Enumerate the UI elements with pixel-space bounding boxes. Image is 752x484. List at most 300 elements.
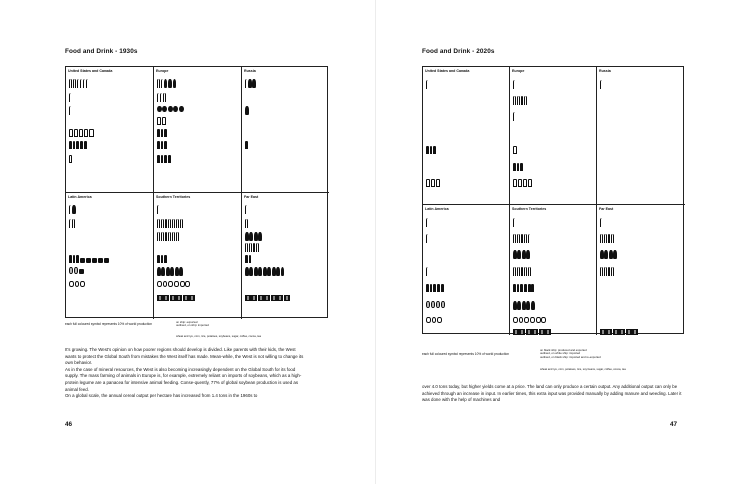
pictogram-row bbox=[157, 267, 183, 276]
milk-icon bbox=[79, 129, 83, 137]
maize-icon bbox=[245, 232, 249, 241]
pictogram-row bbox=[157, 281, 190, 287]
wheat-icon bbox=[524, 267, 527, 276]
region-label: Southern Territories bbox=[512, 207, 547, 211]
coffee-sack-icon bbox=[157, 295, 163, 301]
coffee-sack-icon bbox=[600, 329, 606, 335]
wheat-icon bbox=[168, 232, 171, 241]
sugar-bottle-icon bbox=[164, 255, 167, 263]
body-text bbox=[422, 384, 688, 404]
pictogram-row bbox=[513, 80, 515, 89]
region-label: United States and Canada bbox=[68, 69, 113, 73]
wheat-icon bbox=[513, 96, 516, 105]
pictogram-row bbox=[513, 146, 517, 154]
pictogram-row bbox=[513, 329, 551, 335]
pictogram-row bbox=[157, 295, 195, 301]
rice-icon bbox=[513, 112, 515, 121]
wheat-icon bbox=[521, 96, 524, 105]
legend-note: each full coloured symbol represents 10% of world production bbox=[65, 322, 152, 326]
rice-icon bbox=[83, 79, 85, 88]
fish-icon bbox=[180, 281, 185, 287]
pictogram-row bbox=[69, 219, 75, 228]
coffee-sack-icon bbox=[176, 295, 182, 301]
coffee-sack-icon bbox=[519, 329, 525, 335]
milk-icon bbox=[84, 129, 88, 137]
pictogram-row bbox=[513, 218, 515, 227]
maize-icon bbox=[522, 250, 526, 259]
sugar-bottle-icon bbox=[426, 146, 429, 154]
rice-icon bbox=[69, 219, 71, 228]
coffee-sack-icon bbox=[513, 329, 519, 335]
pictogram-row bbox=[245, 106, 249, 115]
soybean-icon bbox=[74, 267, 78, 274]
maize-icon bbox=[249, 267, 253, 276]
region-label: Russia bbox=[599, 69, 611, 73]
wheat-icon bbox=[513, 267, 516, 276]
wheat-icon bbox=[176, 219, 179, 228]
rice-icon bbox=[161, 79, 163, 88]
fish-icon bbox=[168, 281, 173, 287]
maize-icon bbox=[526, 301, 530, 310]
coffee-sack-icon bbox=[264, 295, 270, 301]
maize-icon bbox=[254, 267, 258, 276]
coffee-sack-icon bbox=[284, 295, 290, 301]
region-cell bbox=[510, 67, 597, 205]
region-label: Far East bbox=[244, 195, 259, 199]
maize-icon bbox=[513, 250, 517, 259]
milk-icon bbox=[523, 179, 527, 187]
pictogram-row bbox=[600, 218, 602, 227]
pictogram-row bbox=[600, 234, 614, 243]
pictogram-row bbox=[426, 234, 428, 243]
potato-icon bbox=[157, 106, 162, 112]
pictogram-row bbox=[157, 141, 167, 149]
region-label: Far East bbox=[599, 207, 614, 211]
page-title: Food and Drink - 1930s bbox=[65, 48, 138, 55]
sugar-bottle-icon bbox=[164, 155, 167, 163]
sugar-bottle-icon bbox=[161, 155, 164, 163]
wheat-icon bbox=[73, 79, 76, 88]
wheat-icon bbox=[517, 267, 520, 276]
maize-icon bbox=[609, 250, 613, 259]
wheat-icon bbox=[245, 219, 248, 228]
sugar-bottle-icon bbox=[426, 284, 429, 292]
wheat-icon bbox=[165, 219, 168, 228]
page-title: Food and Drink - 2020s bbox=[422, 48, 495, 55]
pictogram-row bbox=[513, 179, 532, 187]
wheat-icon bbox=[172, 232, 175, 241]
region-label: Europe bbox=[156, 69, 169, 73]
coffee-sack-icon bbox=[606, 329, 612, 335]
coffee-sack-icon bbox=[189, 295, 195, 301]
maize-icon bbox=[254, 232, 258, 241]
rice-icon bbox=[245, 205, 247, 214]
pictogram-row bbox=[513, 96, 527, 105]
wheat-icon bbox=[608, 234, 611, 243]
fish-icon bbox=[174, 281, 179, 287]
sugar-bottle-icon bbox=[517, 284, 520, 292]
pictogram-row bbox=[426, 317, 442, 323]
maize-icon bbox=[252, 79, 256, 88]
rice-icon bbox=[160, 93, 162, 102]
pictogram-row bbox=[600, 80, 602, 89]
fish-icon bbox=[530, 317, 535, 323]
wheat-icon bbox=[163, 93, 166, 102]
pictogram-row bbox=[245, 219, 248, 228]
region-cell bbox=[423, 205, 510, 335]
maize-icon bbox=[258, 267, 262, 276]
wheat-icon bbox=[524, 96, 527, 105]
wheat-icon bbox=[72, 219, 75, 228]
wheat-icon bbox=[524, 234, 527, 243]
pictogram-row bbox=[69, 79, 88, 88]
maize-icon bbox=[522, 301, 526, 310]
rice-icon bbox=[426, 267, 428, 276]
sugar-bottle-icon bbox=[76, 255, 79, 263]
maize-icon bbox=[281, 267, 285, 276]
pictogram-row bbox=[426, 146, 436, 154]
coffee-sack-icon bbox=[526, 329, 532, 335]
wheat-icon bbox=[249, 243, 252, 252]
sugar-bottle-icon bbox=[531, 284, 534, 292]
coffee-sack-icon bbox=[258, 295, 264, 301]
region-label: Europe bbox=[512, 69, 525, 73]
sugar-bottle-icon bbox=[161, 129, 164, 137]
sugar-bottle-icon bbox=[69, 155, 72, 163]
coffee-sack-icon bbox=[619, 329, 625, 335]
wheat-icon bbox=[513, 234, 516, 243]
wheat-icon bbox=[157, 79, 160, 88]
rice-icon bbox=[80, 79, 82, 88]
maize-icon bbox=[168, 79, 172, 88]
soybean-icon bbox=[436, 301, 440, 308]
sugar-bottle-icon bbox=[69, 255, 72, 263]
fish-icon bbox=[513, 317, 518, 323]
rice-icon bbox=[513, 80, 515, 89]
legend-key: on ship: exported outlined, on ship: imported bbox=[176, 320, 209, 328]
pictogram-row bbox=[245, 232, 262, 241]
pictogram-row bbox=[426, 80, 428, 89]
rice-icon bbox=[600, 80, 602, 89]
region-cell bbox=[242, 193, 329, 319]
coffee-sack-icon bbox=[271, 295, 277, 301]
pictogram-row bbox=[426, 284, 444, 292]
maize-icon bbox=[157, 267, 161, 276]
rice-icon bbox=[157, 205, 159, 214]
region-label: Russia bbox=[244, 69, 256, 73]
pictogram-row bbox=[69, 281, 85, 287]
pictogram-row bbox=[513, 284, 534, 292]
fish-icon bbox=[185, 281, 190, 287]
rice-icon bbox=[426, 218, 428, 227]
pictogram-row bbox=[245, 267, 284, 276]
rice-icon bbox=[69, 93, 71, 102]
paragraph: As in the case of mineral resources, the West is also becoming increasingly dependent on the Global South for its food supply. The mass farming of animals in Europe is, for example, extremely reliant on imports of soybeans, which as a high-protein legume are a panacea for intensive animal feeding. Conse-quently, 77% of global soybean production is used as animal feed. bbox=[65, 366, 302, 392]
sugar-bottle-icon bbox=[157, 255, 160, 263]
region-label: United States and Canada bbox=[425, 69, 470, 73]
milk-icon bbox=[89, 129, 93, 137]
potato-icon bbox=[168, 106, 173, 112]
maize-icon bbox=[249, 232, 253, 241]
maize-icon bbox=[526, 250, 530, 259]
sugar-bottle-icon bbox=[517, 163, 520, 171]
maize-icon bbox=[245, 267, 249, 276]
milk-icon bbox=[431, 179, 435, 187]
maize-icon bbox=[600, 250, 604, 259]
sugar-bottle-icon bbox=[161, 141, 164, 149]
pictogram-row bbox=[69, 106, 71, 115]
coffee-sack-icon bbox=[251, 295, 257, 301]
region-label: Latin America bbox=[425, 207, 449, 211]
wheat-icon bbox=[600, 267, 603, 276]
wheat-icon bbox=[253, 243, 256, 252]
milk-icon bbox=[162, 117, 166, 125]
fish-icon bbox=[426, 317, 431, 323]
pictogram-row bbox=[69, 93, 71, 102]
pictogram-row bbox=[245, 255, 251, 263]
rice-icon bbox=[528, 234, 530, 243]
wheat-icon bbox=[611, 234, 614, 243]
maize-icon bbox=[179, 267, 183, 276]
pictogram-row bbox=[69, 255, 109, 263]
sugar-bottle-icon bbox=[245, 255, 248, 263]
rice-icon bbox=[426, 234, 428, 243]
pictogram-row bbox=[157, 117, 166, 125]
pictogram-row bbox=[245, 243, 259, 252]
soybean-icon bbox=[441, 301, 445, 308]
paragraph: over 4.0 tons today, but higher yields come at a price. The land can only produce a certain output. Any additional output can only be achieved through an increase in input. In earlier times, this extra input was provided manually by adding manure and weeding. Later it was done with the help of machines and bbox=[422, 384, 682, 403]
sugar-bottle-icon bbox=[430, 146, 433, 154]
right-page bbox=[376, 0, 752, 484]
body-text bbox=[65, 347, 305, 400]
wheat-icon bbox=[517, 96, 520, 105]
coffee-sack-icon bbox=[277, 295, 283, 301]
sugar-bottle-icon bbox=[513, 284, 516, 292]
maize-icon bbox=[258, 232, 262, 241]
wheat-icon bbox=[161, 232, 164, 241]
maize-icon bbox=[245, 106, 249, 115]
sugar-bottle-icon bbox=[80, 141, 83, 149]
maize-icon bbox=[531, 301, 535, 310]
wheat-icon bbox=[165, 232, 168, 241]
rice-icon bbox=[245, 79, 247, 88]
cattle-icon bbox=[92, 258, 97, 263]
pictogram-row bbox=[157, 219, 183, 228]
maize-icon bbox=[175, 267, 179, 276]
pictogram-row bbox=[426, 301, 445, 308]
pictogram-row bbox=[513, 112, 515, 121]
wheat-icon bbox=[161, 219, 164, 228]
milk-icon bbox=[513, 146, 517, 154]
wheat-icon bbox=[528, 267, 531, 276]
coffee-sack-icon bbox=[626, 329, 632, 335]
pictogram-row bbox=[513, 250, 530, 259]
maize-icon bbox=[173, 79, 177, 88]
page-number: 46 bbox=[65, 421, 73, 428]
fish-icon bbox=[163, 281, 168, 287]
milk-icon bbox=[436, 179, 440, 187]
region-cell bbox=[154, 193, 242, 319]
maize-icon bbox=[170, 267, 174, 276]
sugar-bottle-icon bbox=[437, 284, 440, 292]
soybean-icon bbox=[426, 301, 430, 308]
maize-icon bbox=[267, 267, 271, 276]
wheat-icon bbox=[608, 267, 611, 276]
fish-icon bbox=[519, 317, 524, 323]
cattle-icon bbox=[80, 258, 85, 263]
wheat-icon bbox=[157, 219, 160, 228]
paragraph: On a global scale, the annual cereal output per hectare has increased from 1.4 tons in the 1960s to bbox=[65, 393, 258, 399]
pictogram-row bbox=[157, 155, 171, 163]
sugar-bottle-icon bbox=[73, 141, 76, 149]
region-label: Latin America bbox=[68, 195, 92, 199]
rice-icon bbox=[69, 106, 71, 115]
milk-icon bbox=[69, 129, 73, 137]
pictogram-row bbox=[157, 93, 166, 102]
pictogram-row bbox=[157, 106, 184, 112]
wheat-icon bbox=[69, 79, 72, 88]
cattle-icon bbox=[86, 258, 91, 263]
sugar-bottle-icon bbox=[161, 255, 164, 263]
potato-icon bbox=[173, 106, 178, 112]
milk-icon bbox=[74, 129, 78, 137]
fish-icon bbox=[432, 317, 437, 323]
maize-icon bbox=[166, 267, 170, 276]
potato-icon bbox=[179, 106, 184, 112]
maize-icon bbox=[248, 79, 252, 88]
milk-icon bbox=[426, 179, 430, 187]
pictogram-row bbox=[157, 232, 179, 241]
sugar-bottle-icon bbox=[433, 284, 436, 292]
coffee-sack-icon bbox=[532, 329, 538, 335]
sugar-bottle-icon bbox=[430, 284, 433, 292]
coffee-sack-icon bbox=[539, 329, 545, 335]
fish-icon bbox=[75, 281, 80, 287]
sugar-bottle-icon bbox=[76, 141, 79, 149]
coffee-sack-icon bbox=[170, 295, 176, 301]
fish-icon bbox=[69, 281, 74, 287]
fish-icon bbox=[80, 281, 85, 287]
sugar-bottle-icon bbox=[524, 284, 527, 292]
sugar-bottle-icon bbox=[157, 155, 160, 163]
pictogram-row bbox=[157, 205, 159, 214]
pictogram-row bbox=[245, 141, 248, 149]
pictogram-row bbox=[157, 255, 167, 263]
maize-icon bbox=[613, 250, 617, 259]
sugar-bottle-icon bbox=[245, 141, 248, 149]
sugar-bottle-icon bbox=[69, 141, 72, 149]
rice-icon bbox=[86, 79, 88, 88]
sugar-bottle-icon bbox=[513, 163, 516, 171]
wheat-icon bbox=[180, 219, 183, 228]
coffee-sack-icon bbox=[163, 295, 169, 301]
pictogram-row bbox=[69, 129, 94, 137]
pictogram-row bbox=[513, 317, 546, 323]
pictogram-row bbox=[600, 267, 614, 276]
rice-icon bbox=[157, 93, 159, 102]
coffee-sack-icon bbox=[613, 329, 619, 335]
pictogram-grid bbox=[422, 66, 684, 334]
rice-icon bbox=[513, 218, 515, 227]
region-cell bbox=[66, 193, 154, 319]
wheat-icon bbox=[604, 234, 607, 243]
paragraph: It's growing. The West's opinion on how poorer regions should develop is divided. Like parents with their kids, the West wants to protect the Global South from mistakes the West itself has made. Mean-while, the West is not willing to change its own behavior. bbox=[65, 347, 304, 366]
sugar-bottle-icon bbox=[441, 284, 444, 292]
cattle-icon bbox=[104, 258, 109, 263]
sugar-bottle-icon bbox=[520, 163, 523, 171]
coffee-sack-icon bbox=[245, 295, 251, 301]
pictogram-row bbox=[245, 295, 290, 301]
maize-icon bbox=[272, 267, 276, 276]
cattle-icon bbox=[98, 258, 103, 263]
milk-icon bbox=[157, 117, 161, 125]
region-cell bbox=[597, 205, 685, 335]
wheat-icon bbox=[157, 232, 160, 241]
rice-icon bbox=[69, 205, 71, 214]
pictogram-row bbox=[157, 129, 167, 137]
maize-icon bbox=[164, 79, 168, 88]
pictogram-row bbox=[69, 141, 87, 149]
pictogram-row bbox=[245, 205, 247, 214]
region-cell bbox=[66, 67, 154, 193]
maize-icon bbox=[517, 301, 521, 310]
pictogram-grid bbox=[65, 66, 328, 318]
wheat-icon bbox=[611, 267, 614, 276]
fish-icon bbox=[157, 281, 162, 287]
sugar-bottle-icon bbox=[84, 141, 87, 149]
fish-icon bbox=[524, 317, 529, 323]
fish-icon bbox=[437, 317, 442, 323]
sugar-bottle-icon bbox=[433, 146, 436, 154]
wheat-icon bbox=[172, 219, 175, 228]
sugar-bottle-icon bbox=[157, 141, 160, 149]
region-cell bbox=[597, 67, 685, 205]
coffee-sack-icon bbox=[183, 295, 189, 301]
wheat-icon bbox=[168, 219, 171, 228]
legend-foot: wheat and rye, corn, rice, potatoes, soybeans, sugar, coffee, cocoa, tea bbox=[176, 335, 261, 338]
rice-icon bbox=[77, 79, 79, 88]
wheat-icon bbox=[245, 243, 248, 252]
legend-foot: wheat and rye, corn, potatoes, rice, soy beans, sugar, coffee, cocoa, tea bbox=[540, 368, 626, 371]
sugar-bottle-icon bbox=[520, 284, 523, 292]
maize-icon bbox=[161, 267, 165, 276]
region-cell bbox=[423, 67, 510, 205]
wheat-icon bbox=[256, 243, 259, 252]
sugar-bottle-icon bbox=[73, 255, 76, 263]
pictogram-row bbox=[513, 163, 523, 171]
rice-icon bbox=[426, 80, 428, 89]
wheat-icon bbox=[604, 267, 607, 276]
region-label: Southern Territories bbox=[156, 195, 191, 199]
pictogram-row bbox=[513, 234, 530, 243]
maize-icon bbox=[72, 205, 76, 214]
sugar-bottle-icon bbox=[164, 141, 167, 149]
milk-icon bbox=[518, 179, 522, 187]
milk-icon bbox=[513, 179, 517, 187]
region-cell bbox=[154, 67, 242, 193]
soybean-icon bbox=[431, 301, 435, 308]
region-cell bbox=[242, 67, 329, 193]
legend-key: on black ship: produced and exported outlined, on white ship: imported outlined, on black ship: imported and re-exported bbox=[540, 348, 601, 359]
maize-icon bbox=[517, 250, 521, 259]
fish-icon bbox=[536, 317, 541, 323]
sugar-bottle-icon bbox=[168, 155, 171, 163]
soybean-icon bbox=[69, 267, 73, 274]
pictogram-row bbox=[245, 79, 256, 88]
pictogram-row bbox=[69, 155, 72, 163]
wheat-icon bbox=[521, 267, 524, 276]
pictogram-row bbox=[513, 267, 531, 276]
